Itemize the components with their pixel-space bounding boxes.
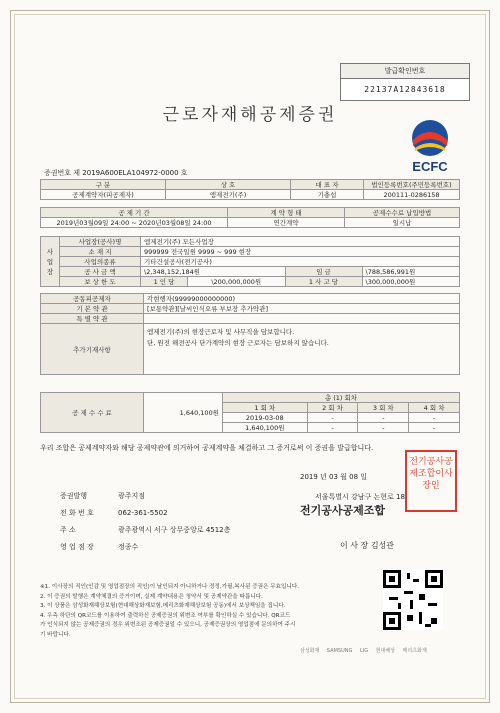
manager-label: 영 업 점 장 (60, 543, 94, 551)
fee-col-4: 4 회 차 (409, 403, 460, 413)
issue-date: 2019 년 03 월 08 일 (300, 473, 368, 481)
term-pay-header: 공제수수료 납입방법 (345, 208, 460, 218)
biz-wage-label: 임 금 (285, 267, 362, 277)
insured-value: 각현행자(99999000000000) (144, 294, 460, 304)
term-period: 2019년03월09일 24:00 ~ 2020년03월08일 24:00 (41, 218, 228, 228)
partner-logo: 삼성화재 (300, 648, 320, 654)
biz-addr-label: 소 재 지 (60, 247, 141, 257)
fee-col-1: 1 회 차 (223, 403, 308, 413)
term-type-header: 계 약 형 태 (228, 208, 345, 218)
address-value: 광주광역시 서구 상무중앙로 4512층 (118, 526, 231, 534)
col-gubun: 구 분 (41, 180, 166, 190)
note-line: 4. 우측 하단의 QR코드를 이용하여 출력하신 공제증권의 위변조 여부를 확인하실 수 있습니다. QR코드 (40, 612, 291, 619)
phone-value: 062-361-5502 (118, 509, 168, 517)
biz-name: 엠제전기(주) 모든사업장 (141, 237, 460, 247)
fee-date-1: 2019-03-08 (223, 413, 308, 423)
business-side-label: 사업장 (41, 237, 60, 287)
terms-table (40, 293, 460, 375)
note-line: ※1. 이사장의 직인(인감 및 영업점장의 직인)이 날인되지 아니하거나 정정,가필,복사된 증권은 무효입니다. (40, 584, 300, 590)
biz-kind: 기타건설공사(전기공사) (141, 257, 460, 267)
biz-addr: 999999 전국일원 9999 ~ 999 현장 (141, 247, 460, 257)
contractor-name: 엠제전기(주) (166, 190, 291, 200)
biz-kind-label: 사업의종류 (60, 257, 141, 267)
contractor-bizno: 200111-0286158 (364, 190, 460, 200)
issue-confirm-header: 발급확인번호 (341, 64, 469, 79)
extra-line-2: 단, 원전 해전공사 단가계약의 현장 근로자는 담보하지 않습니다. (147, 339, 329, 347)
partner-logo: SAMSUNG (326, 648, 353, 654)
base-terms-label: 기 본 약 관 (41, 304, 144, 314)
fee-amount-1: 1,640,100원 (223, 423, 308, 433)
note-line: 가 인식되지 않는 공제증권의 경우 위변조된 공제증권일 수 있으니, 공제증권상의 영업점에 문의하여 주시 (40, 622, 296, 628)
issue-confirm-box (340, 63, 470, 101)
branch-info (60, 488, 230, 556)
col-daepyo: 대 표 자 (291, 180, 364, 190)
fee-date-3: - (358, 413, 409, 423)
note-line: 2. 이 증권의 발행은 계약체결의 증거이며, 실제 계약내용은 청약서 및 공제약관을 따릅니다. (40, 593, 263, 600)
biz-wage: \788,586,991원 (362, 267, 460, 277)
address-label: 주 소 (60, 526, 76, 534)
certificate-number: 증권번호 제 2019A600ELA104972-0000 호 (44, 169, 188, 177)
fee-amount-2: - (307, 423, 358, 433)
biz-name-label: 사업장(공사)명 (60, 237, 141, 247)
biz-amount-label: 공 사 금 액 (60, 267, 141, 277)
issuer-address: 서울특별시 강남구 논현로 18 (315, 493, 405, 501)
contractor-type: 공제계약자(피공제자) (41, 190, 166, 200)
note-line: 기 바랍니다. (40, 631, 71, 638)
issuer-ceo: 이 사 장 김성관 (340, 541, 394, 550)
notes (40, 583, 370, 640)
branch-label: 증권발행 (60, 492, 88, 500)
term-pay: 일시납 (345, 218, 460, 228)
coverage-per-accident-label: 1 사 고 당 (285, 277, 362, 287)
issuance-statement: 우리 조합은 공제계약자와 해당 공제약관에 의거하여 공제계약을 체결하고 그 증거로써 이 증권을 발급합니다. (40, 444, 374, 452)
base-terms-value: [보통약관][날씨인식오류 부보장 추가약관] (144, 304, 460, 314)
fee-label: 공 제 수 수 료 (41, 393, 144, 433)
document-title: 근로자재해공제증권 (162, 105, 338, 125)
fee-date-4: - (409, 413, 460, 423)
partner-logos (300, 647, 427, 654)
fee-installments-header: 총 (1) 회차 (223, 393, 460, 403)
term-type: 연간계약 (228, 218, 345, 228)
fee-amount-4: - (409, 423, 460, 433)
biz-coverage-label: 보 상 한 도 (60, 277, 141, 287)
extra-label: 추가기재사항 (41, 324, 144, 375)
issuer-name: 전기공사공제조합 (300, 504, 386, 517)
col-sangho: 상 호 (166, 180, 291, 190)
biz-amount: \2,348,152,184원 (141, 267, 286, 277)
coverage-per-person-label: 1 인 당 (141, 277, 188, 287)
branch-value: 광주지점 (118, 492, 146, 500)
special-terms-label: 특 별 약 관 (41, 314, 144, 324)
fee-col-2: 2 회 차 (307, 403, 358, 413)
coverage-per-person: \200,000,000원 (188, 277, 286, 287)
coverage-per-accident: \300,000,000원 (362, 277, 460, 287)
partner-logo: 현대해상 (375, 648, 396, 654)
issue-confirm-number: 22137A12843618 (364, 85, 446, 94)
extra-line-1: 엠제전기(주)의 현장근로자 및 사무직을 담보합니다. (147, 328, 295, 336)
col-bizno: 법인등록번호(주민등록번호) (364, 180, 460, 190)
business-table (40, 236, 460, 287)
partner-logo: LIG (359, 648, 369, 654)
svg-text:ECFC: ECFC (412, 159, 448, 174)
special-terms-value (144, 314, 460, 324)
fee-amount-3: - (358, 423, 409, 433)
partner-logo: 메리츠화재 (402, 648, 427, 654)
phone-label: 전 화 번 호 (60, 509, 94, 517)
insured-label: 공동피공제자 (41, 294, 144, 304)
note-line: 3. 이 상품은 삼성화재해상보험(현대해상화재보험,메리츠화재해상보험 공동)에서 보상책임을 집니다. (40, 603, 286, 609)
ecfc-logo (400, 118, 460, 176)
manager-value: 정종수 (118, 543, 139, 551)
contractor-table (40, 179, 460, 200)
contractor-ceo: 기충섭 (291, 190, 364, 200)
fee-date-2: - (307, 413, 358, 423)
term-period-header: 공 제 기 간 (41, 208, 228, 218)
fee-table (40, 392, 460, 433)
term-table (40, 207, 460, 228)
fee-total: 1,640,100원 (144, 393, 223, 433)
qr-code (383, 570, 443, 630)
fee-col-3: 3 회 차 (358, 403, 409, 413)
official-seal: 전기공사공제조합이사장인 (405, 450, 457, 512)
